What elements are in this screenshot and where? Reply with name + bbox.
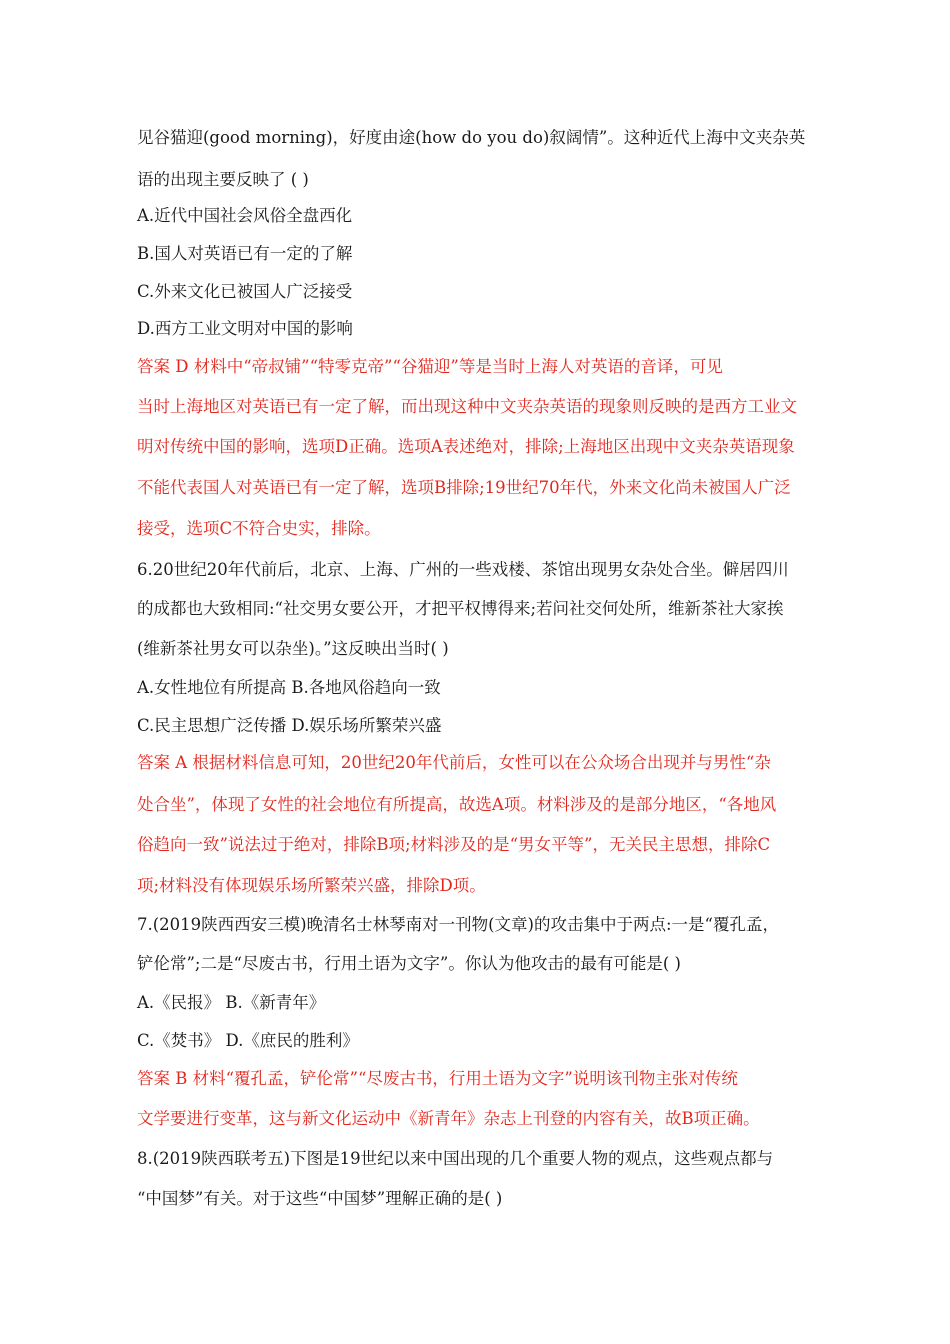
text-line: 见谷猫迎(good morning)，好度由途(how do you do)叙阔情”。这种近代上海中文夹杂英 — [137, 128, 806, 147]
answer-line: 答案 A 根据材料信息可知，20世纪20年代前后，女性可以在公众场合出现并与男性“杂 — [137, 753, 771, 772]
answer-line: 处合坐”，体现了女性的社会地位有所提高，故选A项。材料涉及的是部分地区，“各地风 — [137, 795, 777, 814]
question-line: 7.(2019陕西西安三模)晚清名士林琴南对一刊物(文章)的攻击集中于两点:一是“覆孔孟， — [137, 915, 779, 934]
question-line: 8.(2019陕西联考五)下图是19世纪以来中国出现的几个重要人物的观点，这些观点都与 — [137, 1149, 774, 1168]
answer-line: 答案 B 材料“覆孔孟，铲伦常”“尽废古书，行用土语为文字”说明该刊物主张对传统 — [137, 1069, 738, 1088]
option-line: C.民主思想广泛传播 D.娱乐场所繁荣兴盛 — [137, 716, 442, 735]
answer-line: 答案 D 材料中“帝叔铺”“特零克帝”“谷猫迎”等是当时上海人对英语的音译，可见 — [137, 357, 723, 376]
text-line: 的成都也大致相同:“社交男女要公开，才把平权博得来;若问社交何处所，维新茶社大家挨 — [137, 599, 784, 618]
option-line: B.国人对英语已有一定的了解 — [137, 244, 353, 263]
answer-line: 俗趋向一致”说法过于绝对，排除B项;材料涉及的是“男女平等”，无关民主思想，排除C — [137, 835, 771, 854]
option-line: D.西方工业文明对中国的影响 — [137, 319, 353, 338]
answer-line: 当时上海地区对英语已有一定了解，而出现这种中文夹杂英语的现象则反映的是西方工业文 — [137, 397, 797, 416]
option-line: A.近代中国社会风俗全盘西化 — [137, 206, 353, 225]
text-line: “中国梦”有关。对于这些“中国梦”理解正确的是( ) — [137, 1189, 503, 1208]
text-line: 语的出现主要反映了 ( ) — [137, 170, 309, 189]
option-line: A.女性地位有所提高 B.各地风俗趋向一致 — [137, 678, 441, 697]
text-line: (维新茶社男女可以杂坐)。”这反映出当时( ) — [137, 639, 449, 658]
option-line: C.《焚书》 D.《庶民的胜利》 — [137, 1031, 359, 1050]
answer-line: 不能代表国人对英语已有一定了解，选项B排除;19世纪70年代，外来文化尚未被国人广泛 — [137, 478, 791, 497]
answer-line: 项;材料没有体现娱乐场所繁荣兴盛，排除D项。 — [137, 876, 486, 895]
option-line: C.外来文化已被国人广泛接受 — [137, 282, 353, 301]
text-line: 铲伦常”;二是“尽废古书，行用土语为文字”。你认为他攻击的最有可能是( ) — [137, 954, 681, 973]
answer-line: 接受，选项C不符合史实，排除。 — [137, 519, 381, 538]
answer-line: 文学要进行变革，这与新文化运动中《新青年》杂志上刊登的内容有关，故B项正确。 — [137, 1109, 760, 1128]
answer-line: 明对传统中国的影响，选项D正确。选项A表述绝对，排除;上海地区出现中文夹杂英语现象 — [137, 437, 795, 456]
option-line: A.《民报》 B.《新青年》 — [137, 993, 326, 1012]
question-line: 6.20世纪20年代前后，北京、上海、广州的一些戏楼、茶馆出现男女杂处合坐。僻居四川 — [137, 560, 789, 579]
